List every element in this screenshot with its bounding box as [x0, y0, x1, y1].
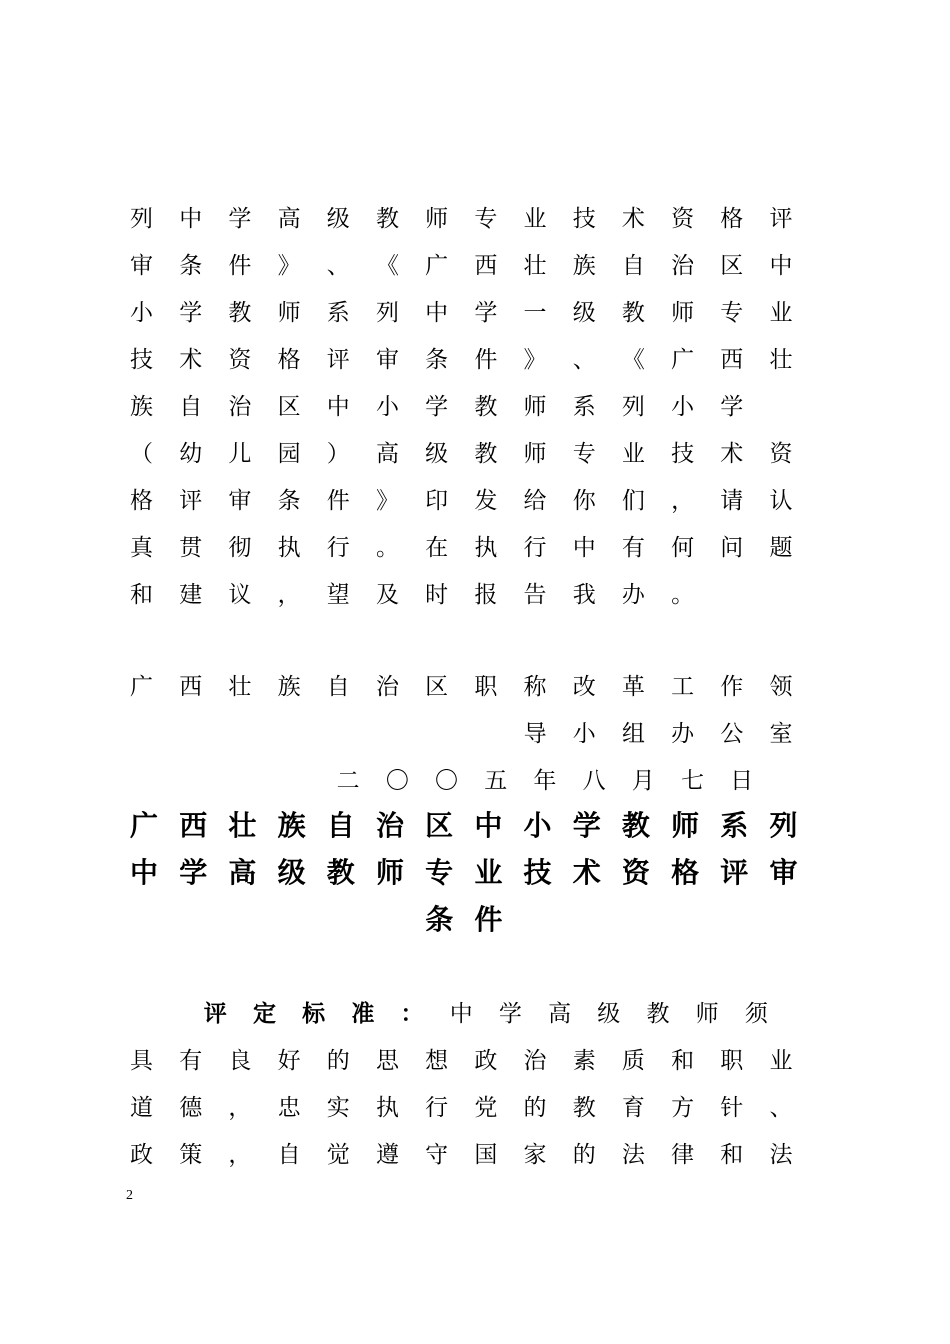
body-line: 真 贯 彻 执 行 。 在 执 行 中 有 何 问 题: [130, 535, 793, 561]
body-line: 列 中 学 高 级 教 师 专 业 技 术 资 格 评: [130, 206, 793, 232]
signature-date: 二 〇 〇 五 年 八 月 七 日: [336, 768, 754, 794]
signature-org-line: 导 小 组 办 公 室: [523, 721, 793, 747]
body-line: 格 评 审 条 件 》 印 发 给 你 们 ， 请 认: [130, 488, 793, 514]
body-line: （ 幼 儿 园 ） 高 级 教 师 专 业 技 术 资: [130, 441, 793, 467]
body-line: 族 自 治 区 中 小 学 教 师 系 列 小 学: [130, 394, 744, 420]
heading-line: 条 件: [425, 903, 503, 936]
criteria-first-line: 评 定 标 准 ： 中 学 高 级 教 师 须: [203, 1000, 768, 1027]
page-number: 2: [126, 1188, 133, 1203]
heading-line: 广 西 壮 族 自 治 区 中 小 学 教 师 系 列: [130, 809, 798, 842]
signature-org-line: 广 西 壮 族 自 治 区 职 称 改 革 工 作 领: [130, 674, 793, 700]
criteria-line: 政 策 ， 自 觉 遵 守 国 家 的 法 律 和 法: [130, 1142, 793, 1168]
criteria-line: 具 有 良 好 的 思 想 政 治 素 质 和 职 业: [130, 1048, 793, 1074]
criteria-line: 道 德 ， 忠 实 执 行 党 的 教 育 方 针 、: [130, 1095, 793, 1121]
heading-line: 中 学 高 级 教 师 专 业 技 术 资 格 评 审: [130, 856, 798, 889]
body-line: 技 术 资 格 评 审 条 件 》 、 《 广 西 壮: [130, 347, 793, 373]
body-line: 小 学 教 师 系 列 中 学 一 级 教 师 专 业: [130, 300, 793, 326]
body-line: 和 建 议 ， 望 及 时 报 告 我 办 。: [130, 582, 695, 608]
body-line: 审 条 件 》 、 《 广 西 壮 族 自 治 区 中: [130, 253, 793, 279]
